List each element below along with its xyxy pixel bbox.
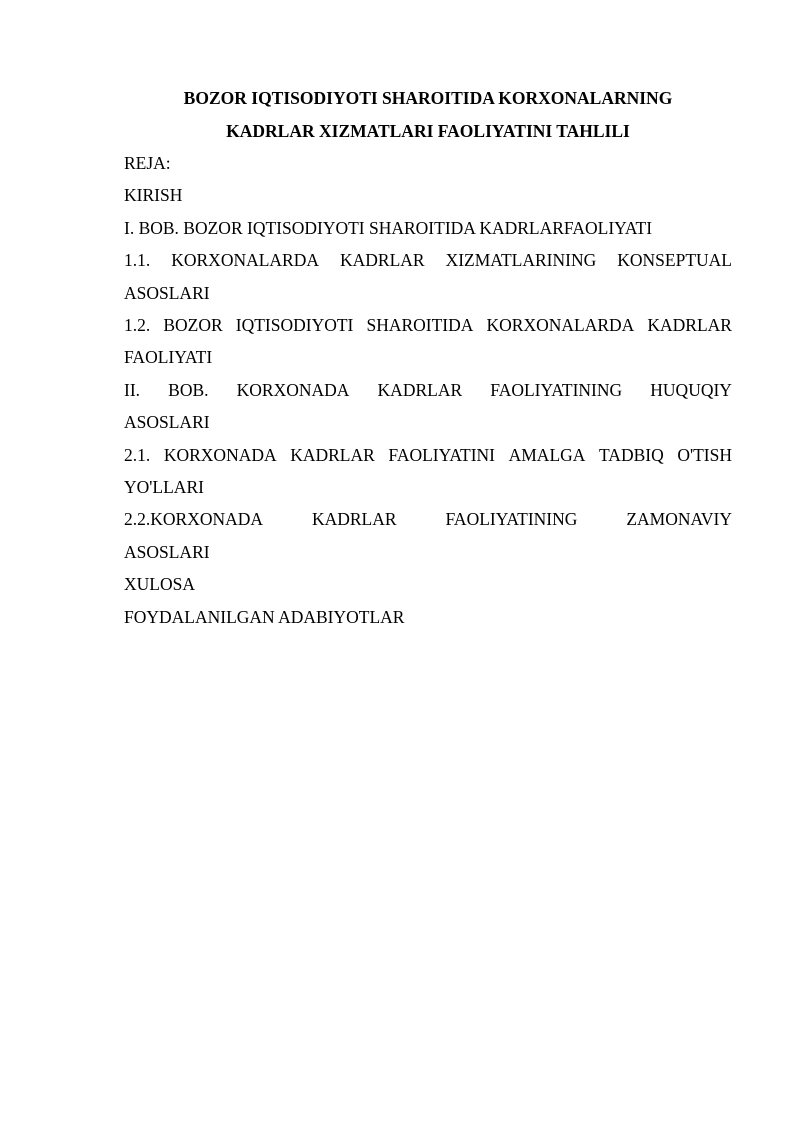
toc-section-2-2-continued: ASOSLARI: [124, 542, 210, 562]
toc-word: HUQUQIY: [650, 380, 732, 400]
toc-section-2-1: [124, 445, 732, 465]
toc-chapter-2: [124, 380, 732, 400]
toc-word: XIZMATLARINING: [445, 250, 597, 270]
toc-word: O'TISH: [677, 445, 732, 465]
toc-word: KORXONALARDA: [486, 315, 635, 335]
toc-word: KADRLAR: [377, 380, 463, 400]
toc-chapter-1: I. BOB. BOZOR IQTISODIYOTI SHAROITIDA KADRLARFAOLIYATI: [124, 218, 653, 238]
toc-word: II.: [124, 380, 141, 400]
toc-word: KADRLAR: [340, 250, 425, 270]
toc-word: KADRLAR: [647, 315, 732, 335]
document-title-line-1: BOZOR IQTISODIYOTI SHAROITIDA KORXONALARNING: [183, 88, 673, 108]
toc-word: KORXONADA: [236, 380, 350, 400]
toc-word: 1.2.: [124, 315, 151, 335]
toc-word: 2.2.KORXONADA: [124, 509, 264, 529]
toc-word: SHAROITIDA: [366, 315, 474, 335]
document-title-line-2: KADRLAR XIZMATLARI FAOLIYATINI TAHLILI: [226, 121, 630, 141]
toc-word: KADRLAR: [311, 509, 397, 529]
toc-section-2-2: [124, 509, 732, 529]
toc-section-1-2-continued: FAOLIYATI: [124, 347, 213, 367]
toc-chapter-2-continued: ASOSLARI: [124, 412, 210, 432]
toc-section-1-2: [124, 315, 732, 335]
toc-word: TADBIQ: [599, 445, 664, 465]
toc-word: KONSEPTUAL: [617, 250, 732, 270]
toc-conclusion: XULOSA: [124, 574, 195, 594]
toc-section-2-1-continued: YO'LLARI: [124, 477, 204, 497]
toc-section-1-1-continued: ASOSLARI: [124, 283, 210, 303]
toc-section-1-1: [124, 250, 732, 270]
toc-word: KORXONADA: [163, 445, 277, 465]
toc-references: FOYDALANILGAN ADABIYOTLAR: [124, 607, 405, 627]
plan-heading: REJA:: [124, 153, 171, 173]
toc-word: 2.1.: [124, 445, 151, 465]
toc-word: AMALGA: [508, 445, 586, 465]
toc-word: KADRLAR: [290, 445, 375, 465]
toc-word: 1.1.: [124, 250, 151, 270]
toc-word: BOZOR: [163, 315, 223, 335]
toc-word: BOB.: [168, 380, 209, 400]
toc-word: ZAMONAVIY: [626, 509, 732, 529]
toc-word: FAOLIYATINING: [490, 380, 623, 400]
toc-word: IQTISODIYOTI: [235, 315, 354, 335]
toc-word: FAOLIYATINI: [388, 445, 496, 465]
toc-introduction: KIRISH: [124, 185, 183, 205]
toc-word: KORXONALARDA: [171, 250, 320, 270]
toc-word: FAOLIYATINING: [445, 509, 578, 529]
